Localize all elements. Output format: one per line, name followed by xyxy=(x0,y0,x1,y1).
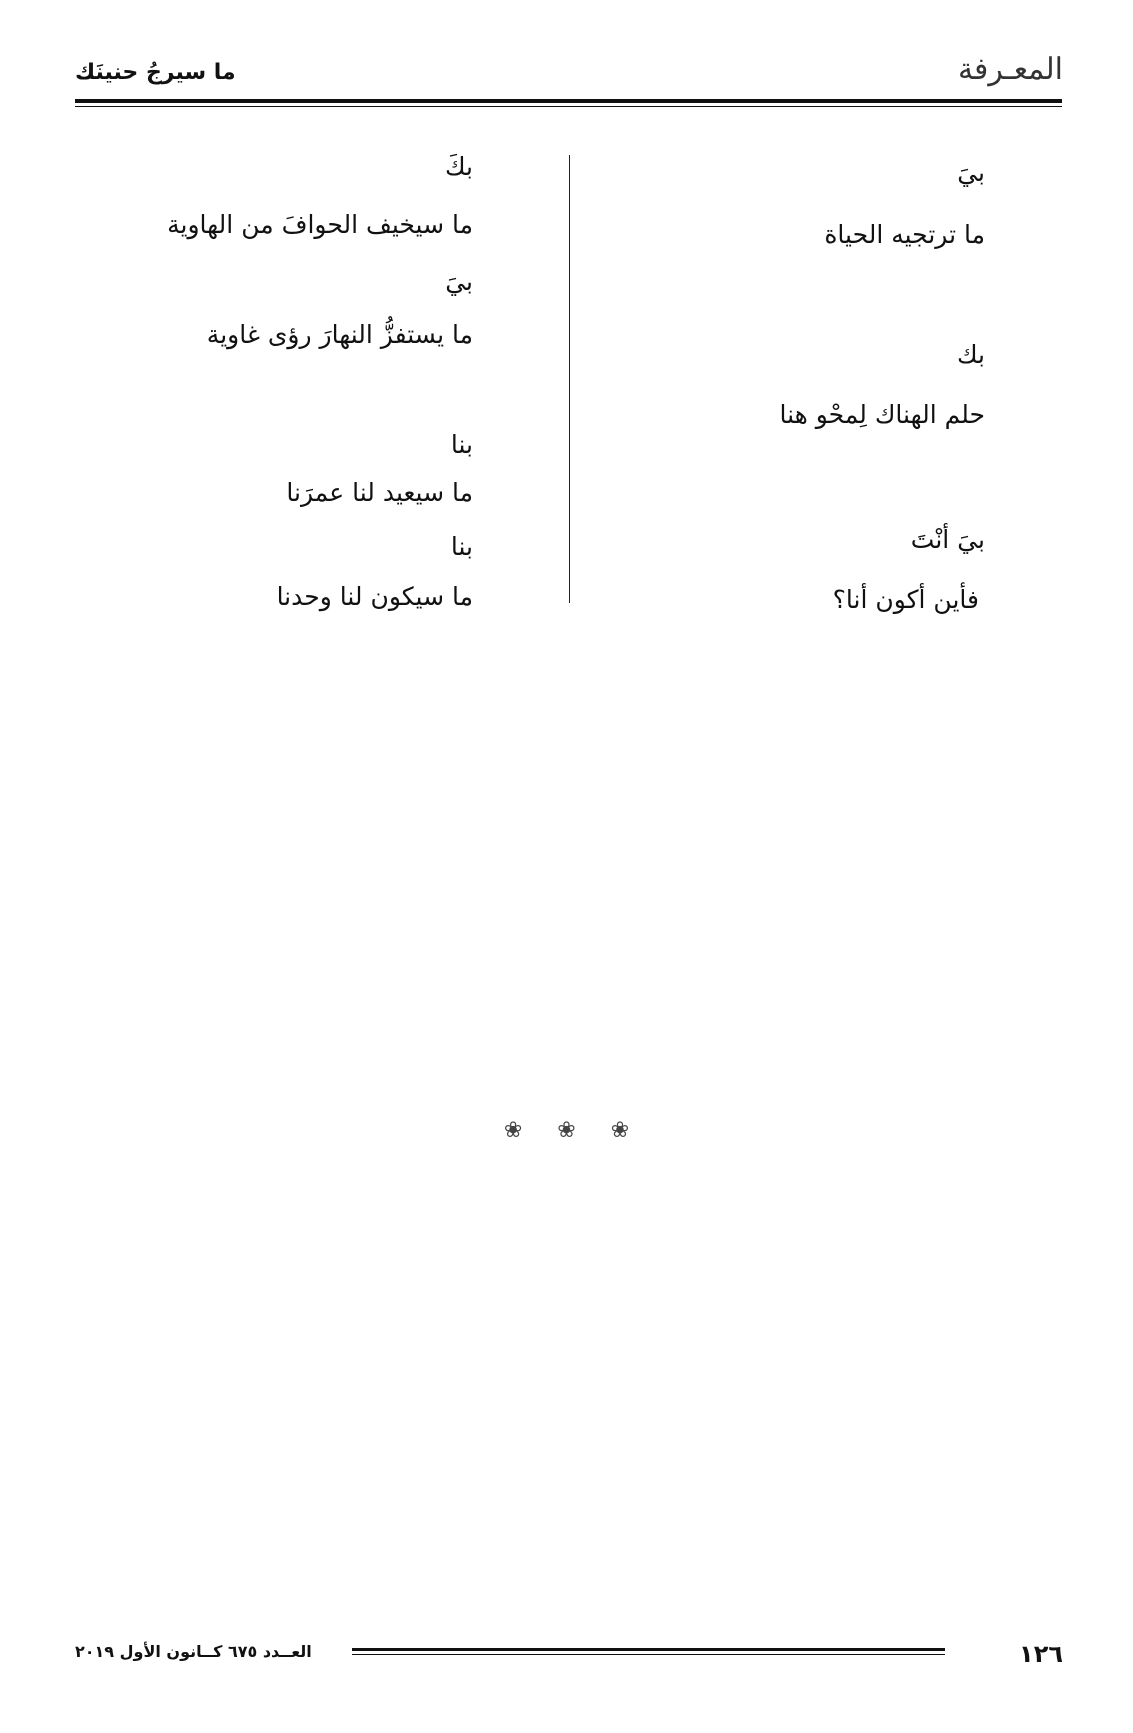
issue-info: العــدد ٦٧٥ كــانون الأول ٢٠١٩ xyxy=(75,1642,312,1661)
poem-line: بيَ xyxy=(445,267,473,296)
poem-line: بيَ xyxy=(957,158,985,187)
poem-line: بكَ xyxy=(444,152,473,181)
section-ornaments xyxy=(0,1118,1133,1143)
header-rule-thick xyxy=(75,99,1062,103)
footer-rule-thin xyxy=(352,1654,945,1655)
flower-ornament-icon: ❀ xyxy=(503,1118,523,1143)
column-divider xyxy=(569,155,570,603)
poem-line: فأين أكون أنا؟ xyxy=(832,585,979,614)
poem-line: ما يستفزُّ النهارَ رؤى غاوية xyxy=(206,320,473,349)
poem-line: بنا xyxy=(450,532,473,561)
poem-line: بنا xyxy=(450,430,473,459)
poem-line: ما سيكون لنا وحدنا xyxy=(276,582,473,611)
running-title: ما سيرجُ حنينَك xyxy=(75,60,236,85)
poem-line: حلم الهناك لِمحْو هنا xyxy=(779,400,985,429)
footer-rule-thick xyxy=(352,1648,945,1651)
flower-ornament-icon: ❀ xyxy=(557,1118,576,1143)
poem-line: ما ترتجيه الحياة xyxy=(824,220,985,249)
flower-ornament-icon: ❀ xyxy=(610,1118,630,1143)
poem-line: بيَ أنْتَ xyxy=(910,525,985,554)
poem-line: ما سيعيد لنا عمرَنا xyxy=(286,478,473,507)
poem-line: ما سيخيف الحوافَ من الهاوية xyxy=(167,210,473,239)
poem-line: بك xyxy=(956,340,985,369)
header-rule-thin xyxy=(75,106,1062,107)
page-number: ١٢٦ xyxy=(1019,1640,1063,1668)
journal-logo: المعـرفة xyxy=(957,52,1063,87)
